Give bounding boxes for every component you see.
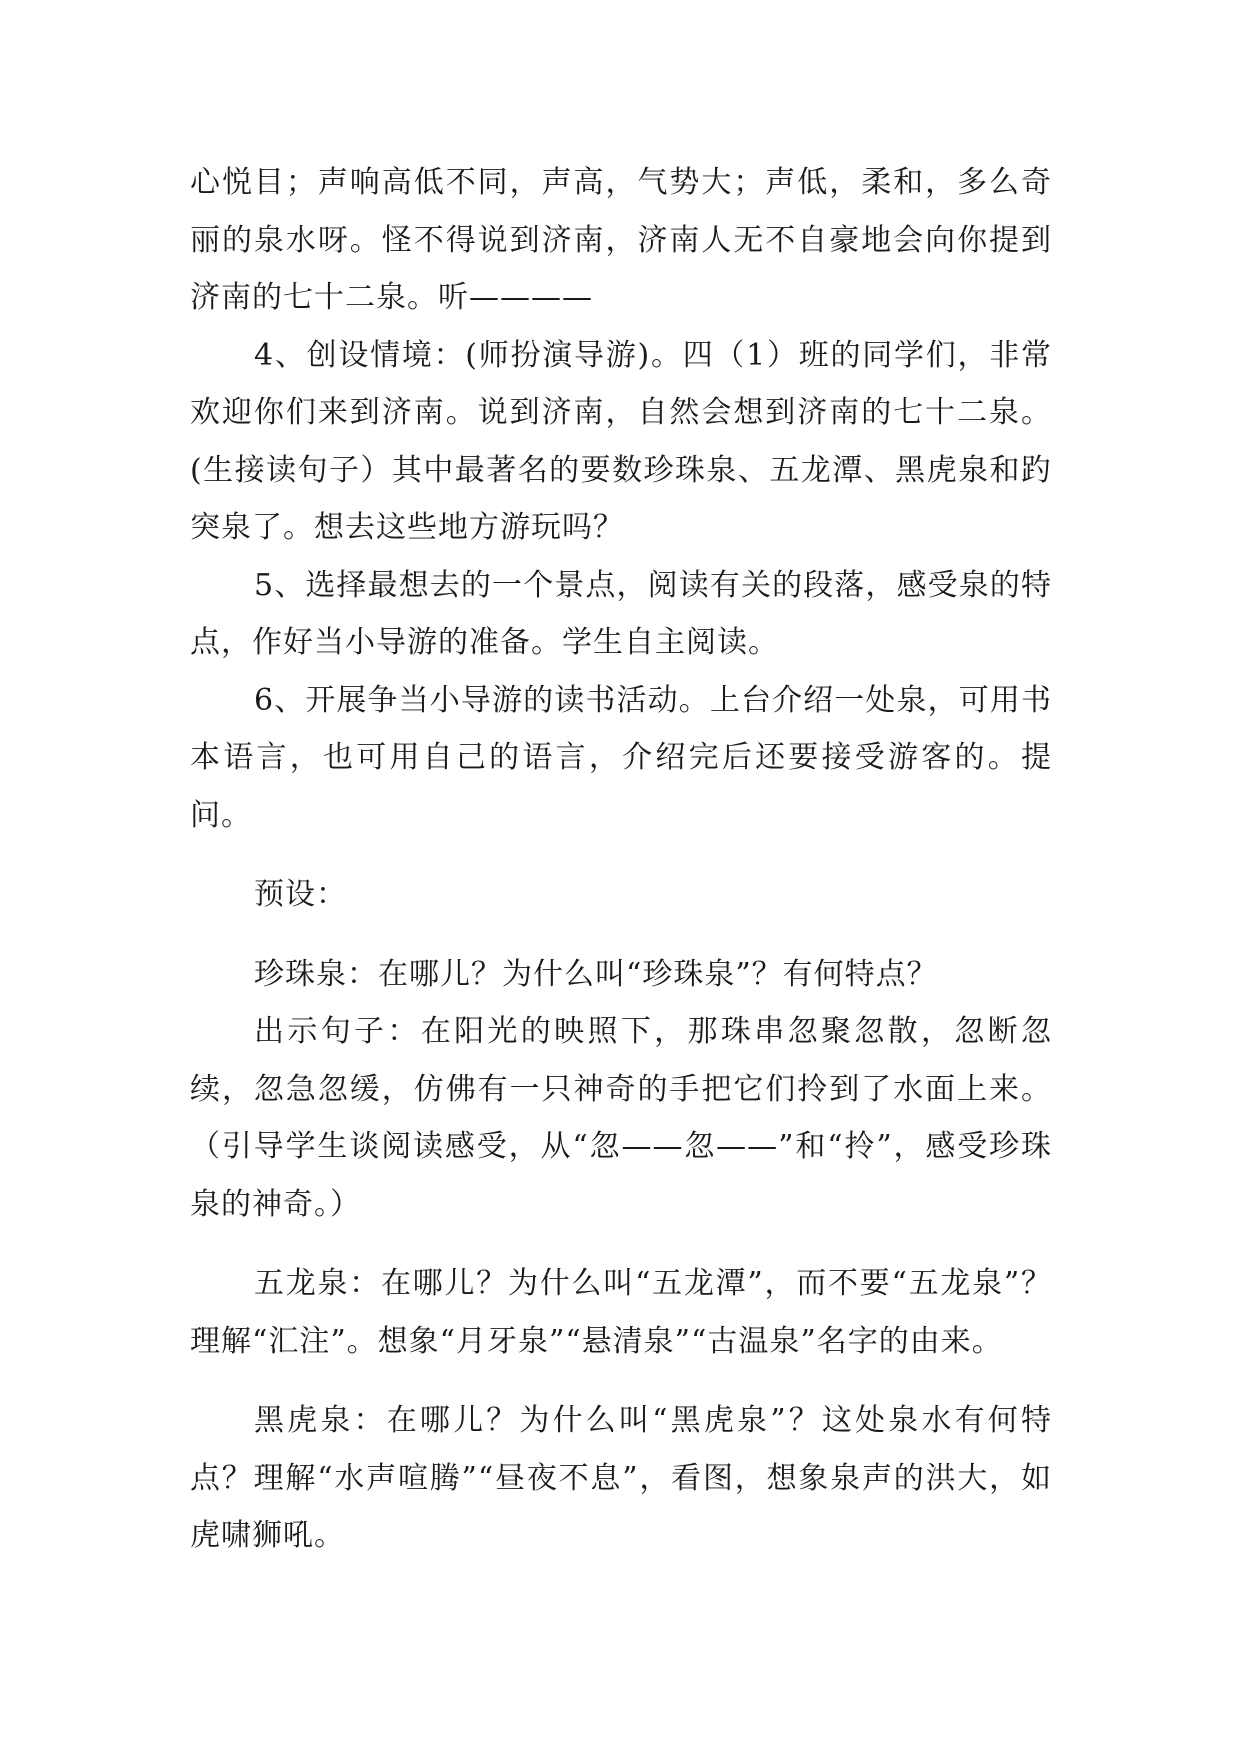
paragraph-step-5: 5、选择最想去的一个景点，阅读有关的段落，感受泉的特点，作好当小导游的准备。学生自主阅读。 bbox=[190, 567, 1052, 660]
paragraph-step-4: 4、创设情境：(师扮演导游)。四（1）班的同学们，非常欢迎你们来到济南。说到济南，自然会想到济南的七十二泉。(生接读句子）其中最著名的要数珍珠泉、五龙潭、黑虎泉和趵突泉了。想去这些地方游玩吗？ bbox=[190, 337, 1052, 545]
paragraph-step-6: 6、开展争当小导游的读书活动。上台介绍一处泉，可用书本语言，也可用自己的语言，介绍完后还要接受游客的。提问。 bbox=[190, 682, 1052, 833]
paragraph-black-tiger-spring: 黑虎泉：在哪儿？为什么叫“黑虎泉”？这处泉水有何特点？理解“水声喧腾”“昼夜不息”，看图，想象泉声的洪大，如虎啸狮吼。 bbox=[190, 1403, 1052, 1553]
paragraph-preset: 预设： bbox=[254, 877, 347, 912]
paragraph-five-dragon-spring: 五龙泉：在哪儿？为什么叫“五龙潭”，而不要“五龙泉”？理解“汇注”。想象“月牙泉”“悬清泉”“古温泉”名字的由来。 bbox=[190, 1266, 1052, 1359]
document-body bbox=[190, 154, 1052, 1565]
paragraph-quote-sentence: 出示句子：在阳光的映照下，那珠串忽聚忽散，忽断忽续，忽急忽缓，仿佛有一只神奇的手把它们拎到了水面上来。（引导学生谈阅读感受，从“忽——忽——”和“拎”，感受珍珠泉的神奇。） bbox=[190, 1014, 1052, 1222]
paragraph-pearl-spring: 珍珠泉：在哪儿？为什么叫“珍珠泉”？有何特点？ bbox=[254, 956, 938, 992]
paragraph-continuation: 心悦目；声响高低不同，声高，气势大；声低，柔和，多么奇丽的泉水呀。怪不得说到济南，济南人无不自豪地会向你提到济南的七十二泉。听———— bbox=[190, 165, 1052, 315]
